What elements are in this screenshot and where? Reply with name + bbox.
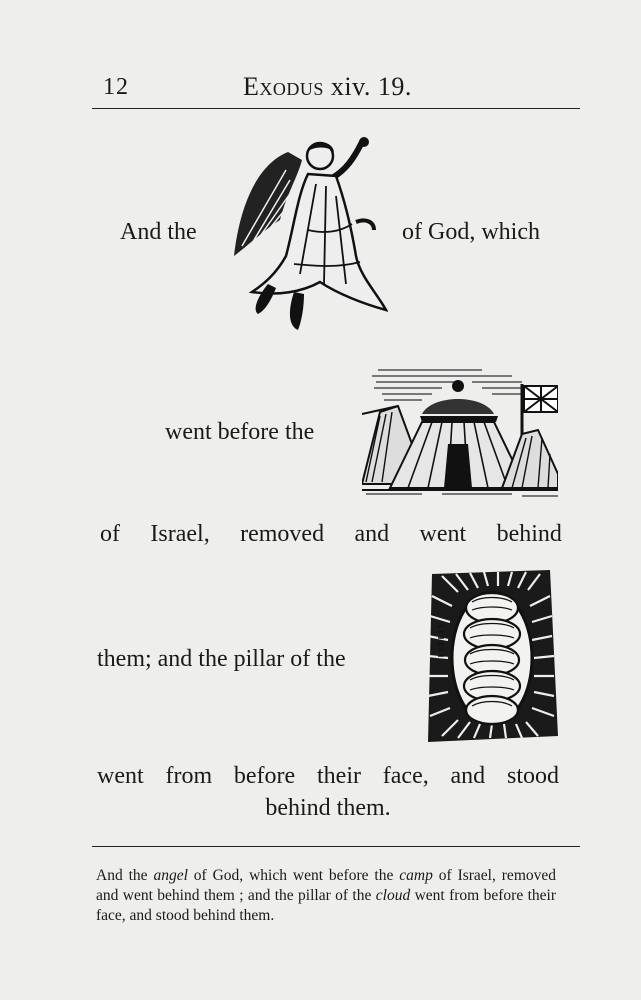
line6: behind them.: [265, 795, 391, 821]
line5-word: before: [233, 763, 296, 789]
footnote-keyword-angel: angel: [153, 867, 188, 884]
footnote-part: of God, which went before the: [187, 867, 400, 884]
footnote-part: of Israel, removed and went behind them ; and the pillar of the: [96, 867, 557, 904]
line3-word: went: [419, 521, 467, 547]
line3-word: Israel,: [150, 521, 210, 547]
page-number: 12: [103, 74, 129, 100]
line5-word: stood: [506, 763, 559, 789]
line5-word: face,: [382, 763, 429, 789]
running-title-book: Exodus: [243, 72, 324, 101]
line1-before: And the: [120, 219, 197, 245]
angel-woodcut-icon: [228, 134, 388, 334]
cloud-woodcut-icon: [418, 566, 562, 744]
line3-word: of: [100, 521, 120, 547]
line4-before: them; and the pillar of the: [97, 646, 346, 672]
footnote-rule: [92, 846, 580, 847]
footnote-text: [96, 866, 556, 926]
footnote-part: went from before their face, and stood behind them.: [96, 887, 557, 924]
running-title-ref: xiv. 19.: [330, 72, 412, 101]
header-rule: [92, 108, 580, 109]
line5: [97, 763, 559, 790]
line5-word: their: [317, 763, 361, 789]
line5-word: from: [165, 763, 213, 789]
line3: [100, 521, 562, 548]
line3-word: removed: [240, 521, 325, 547]
line3-word: behind: [496, 521, 562, 547]
line2-before: went before the: [165, 419, 315, 445]
footnote-keyword-cloud: cloud: [375, 887, 411, 904]
running-title: [243, 72, 412, 102]
camp-woodcut-icon: [362, 364, 558, 498]
footnote-part: And the: [96, 867, 154, 884]
line1-after: of God, which: [402, 219, 540, 245]
line5-word: and: [450, 763, 486, 789]
line5-word: went: [97, 763, 144, 789]
line3-word: and: [354, 521, 390, 547]
footnote-keyword-camp: camp: [399, 867, 433, 884]
